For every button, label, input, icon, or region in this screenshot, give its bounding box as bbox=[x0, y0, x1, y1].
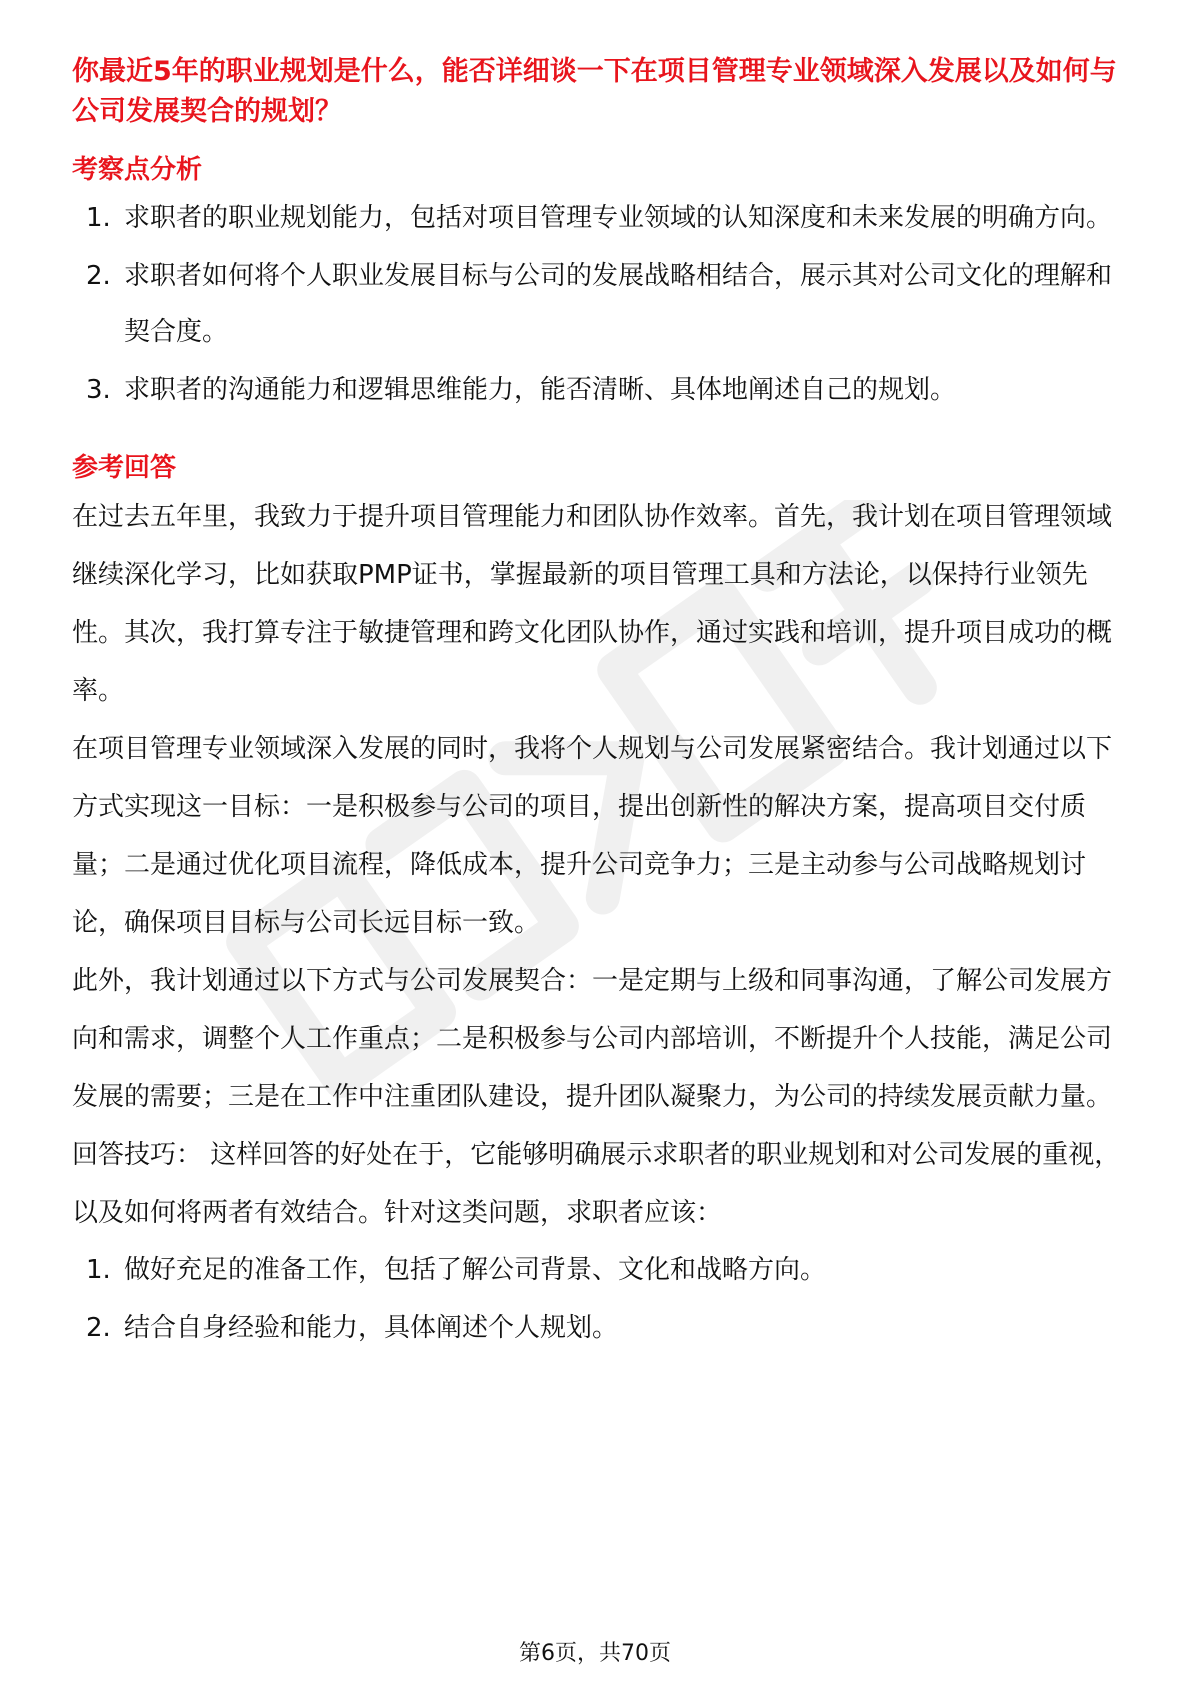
list-item bbox=[72, 1242, 1122, 1298]
analysis-heading: 考察点分析 bbox=[72, 155, 203, 185]
page-number-footer: 第6页，共70页 bbox=[519, 1641, 671, 1666]
answer-paragraph: 此外，我计划通过以下方式与公司发展契合：一是定期与上级和同事沟通，了解公司发展方向和需求，调整个人工作重点；二是积极参与公司内部培训，不断提升个人技能，满足公司发展的需要；三是在工作中注重团队建设，提升团队凝聚力，为公司的持续发展贡献力量。 bbox=[72, 966, 1113, 1112]
list-item bbox=[72, 362, 1122, 418]
answer-paragraph: 在项目管理专业领域深入发展的同时，我将个人规划与公司发展紧密结合。我计划通过以下方式实现这一目标：一是积极参与公司的项目，提出创新性的解决方案，提高项目交付质量；二是通过优化项目流程，降低成本，提升公司竞争力；三是主动参与公司战略规划讨论，确保项目目标与公司长远目标一致。 bbox=[72, 734, 1113, 938]
document-content bbox=[72, 52, 1122, 1356]
list-item bbox=[72, 248, 1122, 360]
list-item-number: 2. bbox=[86, 1313, 111, 1343]
list-item-text: 结合自身经验和能力，具体阐述个人规划。 bbox=[124, 1313, 619, 1343]
list-item-text: 求职者的沟通能力和逻辑思维能力，能否清晰、具体地阐述自己的规划。 bbox=[124, 375, 957, 405]
answer-paragraph: 在过去五年里，我致力于提升项目管理能力和团队协作效率。首先，我计划在项目管理领域继续深化学习，比如获取PMP证书，掌握最新的项目管理工具和方法论，以保持行业领先性。其次，我打算专注于敏捷管理和跨文化团队协作，通过实践和培训，提升项目成功的概率。 bbox=[72, 502, 1113, 706]
list-item-number: 1. bbox=[86, 203, 111, 233]
list-item bbox=[72, 190, 1122, 246]
answer-tips-paragraph: 回答技巧： 这样回答的好处在于，它能够明确展示求职者的职业规划和对公司发展的重视，以及如何将两者有效结合。针对这类问题，求职者应该： bbox=[72, 1140, 1121, 1228]
list-item-text: 求职者如何将个人职业发展目标与公司的发展战略相结合，展示其对公司文化的理解和契合度。 bbox=[124, 261, 1113, 347]
list-item-number: 2. bbox=[86, 261, 111, 291]
list-item bbox=[72, 1300, 1122, 1356]
tips-list bbox=[72, 1242, 1122, 1356]
list-item-number: 1. bbox=[86, 1255, 111, 1285]
question-title: 你最近5年的职业规划是什么，能否详细谈一下在项目管理专业领域深入发展以及如何与公司发展契合的规划？ bbox=[72, 56, 1117, 127]
list-item-text: 做好充足的准备工作，包括了解公司背景、文化和战略方向。 bbox=[124, 1255, 827, 1285]
list-item-text: 求职者的职业规划能力，包括对项目管理专业领域的认知深度和未来发展的明确方向。 bbox=[124, 203, 1113, 233]
list-item-number: 3. bbox=[86, 375, 111, 405]
analysis-list bbox=[72, 190, 1122, 418]
answer-heading: 参考回答 bbox=[72, 453, 177, 483]
